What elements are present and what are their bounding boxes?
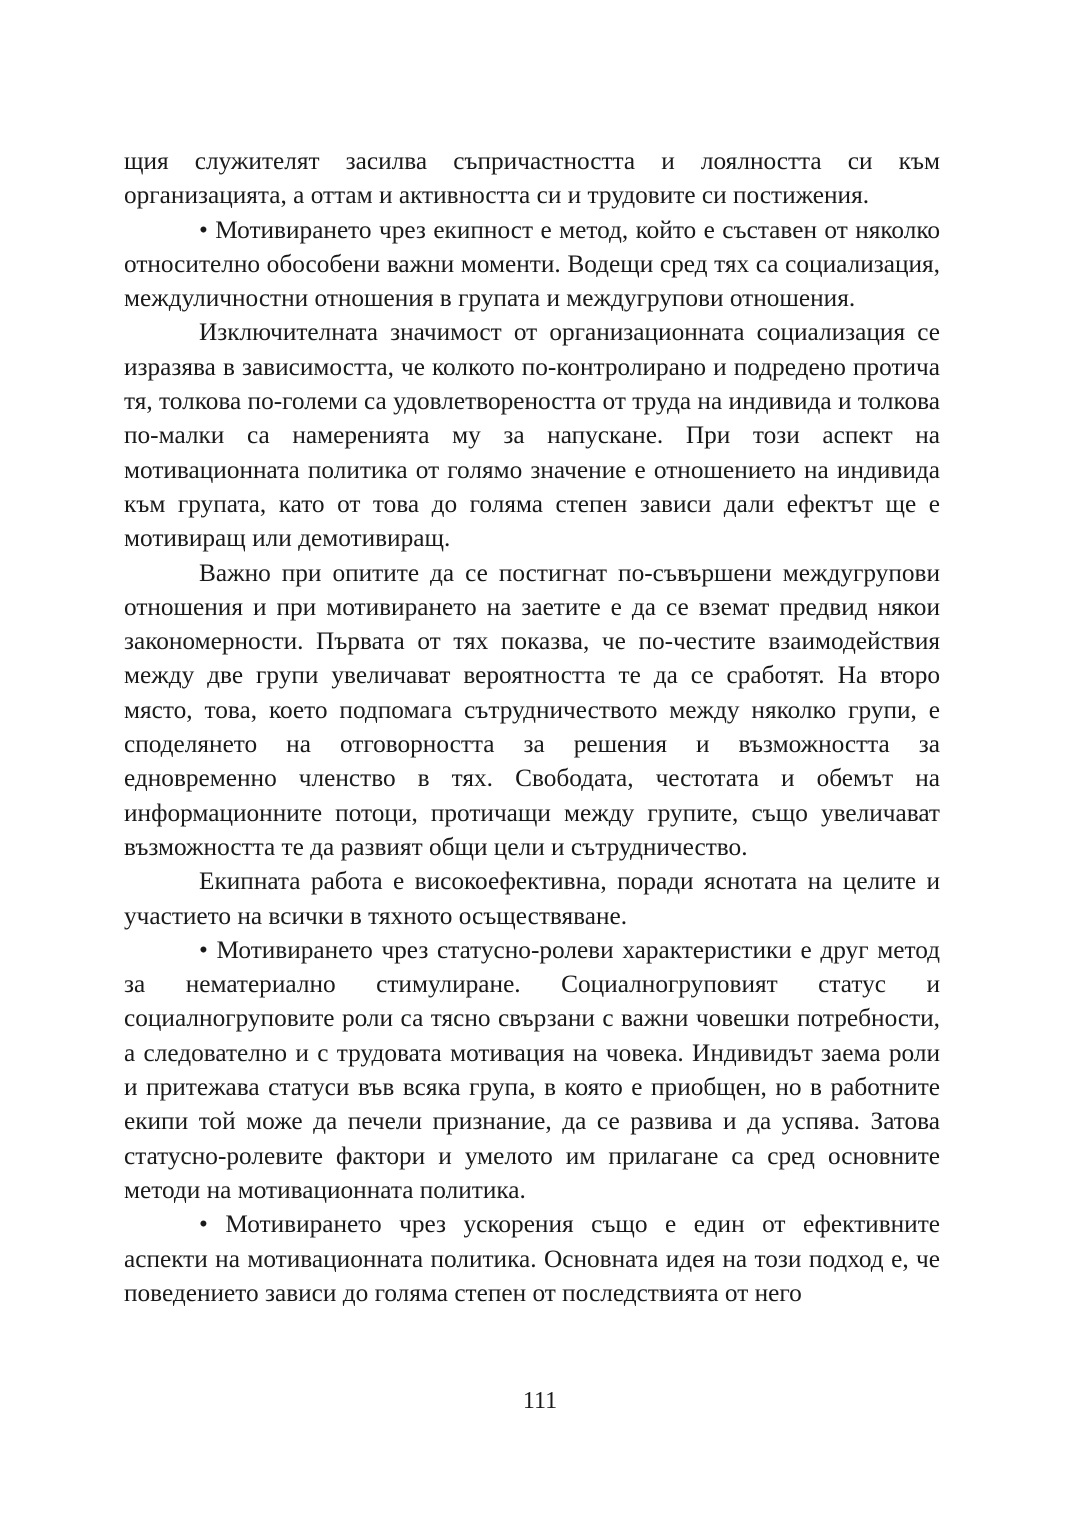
paragraph-teamwork-efficiency: Екипната работа е високоефективна, поради яснотата на целите и участието на всички в тяхното осъществяване. xyxy=(124,867,940,930)
paragraph-socialization: Изключителната значимост от организационната социализация се изразява в зависимостта, че колкото по-контролирано и подредено протича тя, толкова по-големи са удовлетвореността от труда на индивида и толкова по-малки са намеренията му за напускане. При този аспект на мотивационната политика от голямо значение е отношението на индивида към групата, като от това до голяма степен зависи дали ефектът ще е мотивиращ или демотивиращ. xyxy=(124,318,940,553)
paragraph-continuation: щия служителят засилва съпричастността и лоялността си към организацията, а оттам и активността си и трудовите си постижения. xyxy=(124,147,940,210)
paragraph-status-roles: • Мотивирането чрез статусно-ролеви характеристики е друг метод за нематериално стимулиране. Социалногруповият статус и социалногруповите роли са тясно свързани с важни човешки потребности, а следователно и с трудовата мотивация на човека. Индивидът заема роли и притежава статуси във всяка група, в която е приобщен, но в работните екипи той може да печели признание, да се развива и да успява. Затова статусно-ролевите фактори и умелото им прилагане са сред основните методи на мотивационната политика. xyxy=(124,935,940,1204)
paragraph-intergroup-relations: Важно при опитите да се постигнат по-съвършени междугрупови отношения и при мотивирането на заетите е да се вземат предвид някои закономерности. Първата от тях показва, че по-честите взаимодействия между две групи увеличават вероятността те да се сработят. На второ място, това, което подпомага сътрудничеството между няколко групи, е споделянето на отговорността за решения и възможността за едновременно членство в тях. Свободата, честотата и обемът на информационните потоци, протичащи между групите, също увеличават възможността те да развият общи цели и сътрудничество. xyxy=(124,558,940,861)
page-number: 111 xyxy=(522,1388,558,1414)
body-text xyxy=(124,144,940,1310)
paragraph-teamwork-method: • Мотивирането чрез екипност е метод, който е съставен от няколко относително обособени важни моменти. Водещи сред тях са социализация, междуличностни отношения в групата и междугрупови отношения. xyxy=(124,215,940,313)
paragraph-accelerations: • Мотивирането чрез ускорения също е един от ефективните аспекти на мотивационната политика. Основната идея на този подход е, че поведението зависи до голяма степен от последствията от него xyxy=(124,1210,940,1307)
